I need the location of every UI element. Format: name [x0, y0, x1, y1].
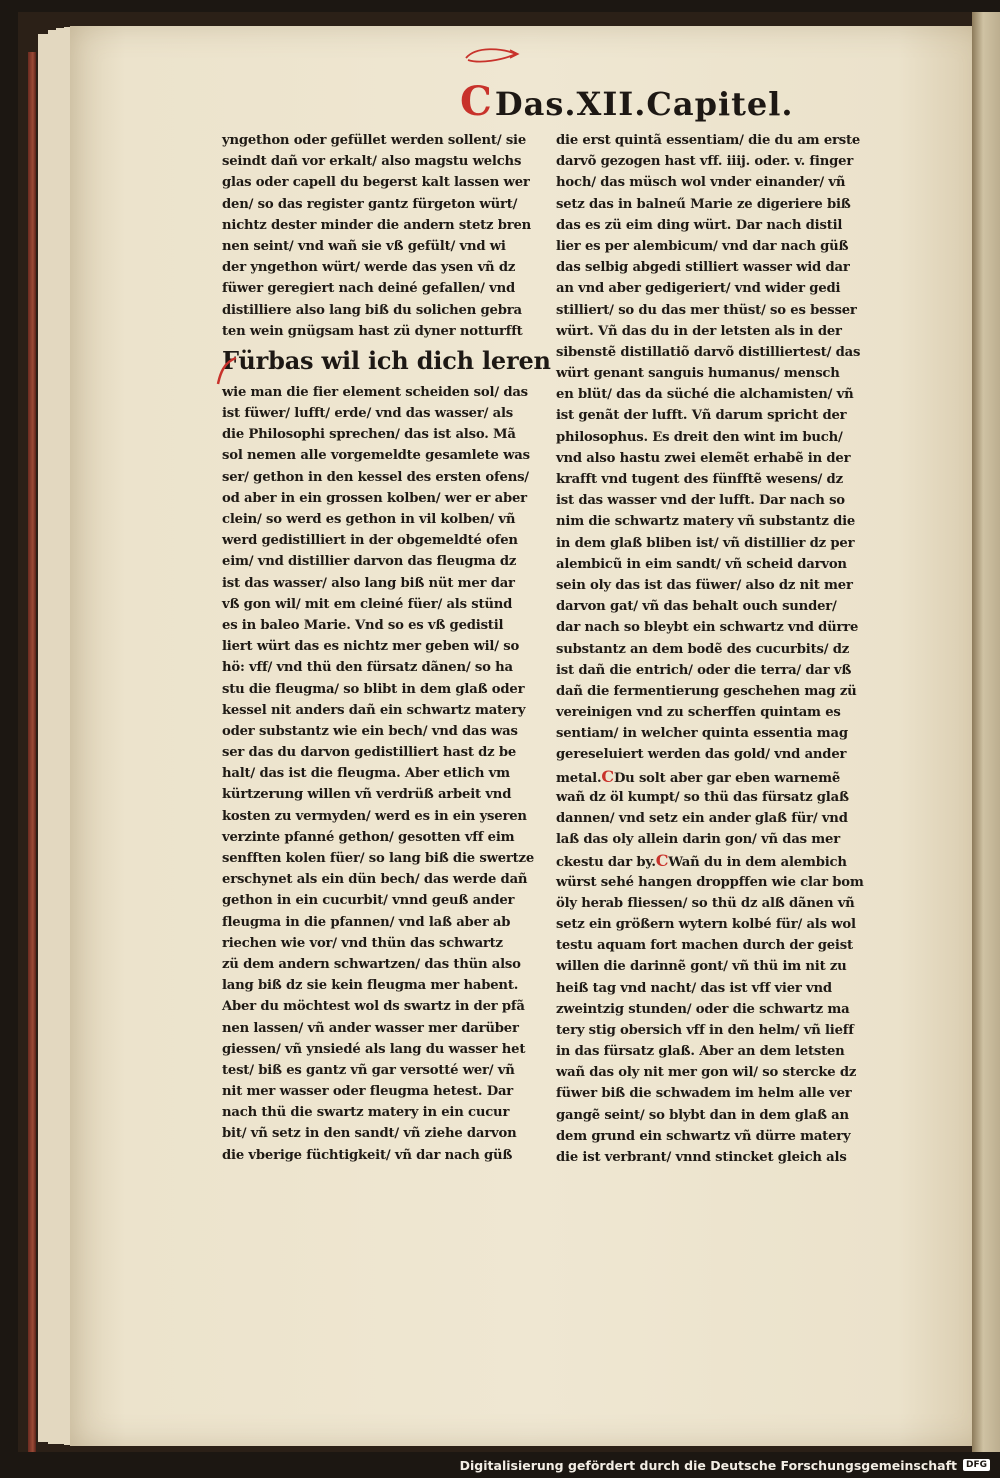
text-line: die erst quintã essentiam/ die du am erste — [556, 133, 861, 148]
text-line: die ist verbrant/ vnnd stincket gleich als — [556, 1150, 847, 1165]
section-heading — [222, 346, 557, 380]
text-line: das selbig abgedi stilliert wasser wid dar — [556, 260, 850, 276]
text-line: vereinigen vnd zu scherffen quintam es — [556, 705, 841, 721]
text-line: füwer geregiert nach deiné gefallen/ vnd — [222, 281, 515, 297]
text-line: sein oly das ist das füwer/ also dz nit mer — [556, 577, 853, 593]
text-line: test/ biß es gantz vñ gar versotté wer/ vñ — [222, 1062, 515, 1078]
text-line: die vberige füchtigkeit/ vñ dar nach güß — [222, 1147, 513, 1163]
text-line: verzinte pfanné gethon/ gesotten vff eim — [222, 829, 515, 845]
text-line: ten wein gnügsam hast zü dyner notturfft — [222, 323, 523, 339]
text-line: bit/ vñ setz in den sandt/ vñ ziehe darvon — [222, 1126, 517, 1142]
text-line: lang biß dz sie kein fleugma mer habent. — [222, 978, 519, 994]
text-line: würt genant sanguis humanus/ mensch — [556, 366, 840, 382]
text-line: ist das wasser/ also lang biß nüt mer dar — [222, 575, 515, 591]
text-line: liert würt das es nichtz mer geben wil/ so — [222, 639, 520, 655]
text-line: Aber du möchtest wol ds swartz in der pfã — [222, 999, 525, 1015]
text-line: fleugma in die pfannen/ vnd laß aber ab — [222, 914, 511, 930]
text-line: stu die fleugma/ so blibt in dem glaß oder — [222, 681, 525, 697]
text-line: nen seint/ vnd wañ sie vß gefült/ vnd wi — [222, 238, 506, 254]
text-line: gereseluiert werden das gold/ vnd ander — [556, 747, 847, 763]
text-line: setz ein größern wytern kolbé für/ als wol — [556, 916, 856, 932]
text-line: dañ die fermentierung geschehen mag zü — [556, 683, 857, 699]
text-fragment: ckestu dar by. — [556, 855, 656, 871]
red-initial-stroke — [214, 354, 244, 386]
text-line: den/ so das register gantz fürgeton würt/ — [222, 196, 518, 212]
text-line: ist das wasser vnd der lufft. Dar nach so — [556, 493, 845, 509]
text-line: kessel nit anders dañ ein schwartz matery — [222, 702, 526, 718]
text-line: alembicũ in eim sandt/ vñ scheid darvon — [556, 556, 847, 572]
text-fragment: Wañ du in dem alembich — [668, 855, 847, 871]
footer-bar — [0, 1452, 1000, 1478]
text-line: setz das in balneű Marie ze digeriere biß — [556, 196, 851, 212]
text-line: ser das du darvon gedistilliert hast dz be — [222, 745, 517, 761]
text-line: darvon gat/ vñ das behalt ouch sunder/ — [556, 599, 837, 615]
text-line: würt. Vñ das du in der letsten als in der — [556, 323, 842, 339]
text-line: erschynet als ein dün bech/ das werde dañ — [222, 872, 528, 888]
text-line: dannen/ vnd setz ein ander glaß für/ vnd — [556, 811, 848, 826]
text-line: zü dem andern schwartzen/ das thün also — [222, 956, 521, 972]
text-line: in dem glaß bliben ist/ vñ distillier dz per — [556, 535, 855, 551]
text-line: glas oder capell du begerst kalt lassen wer — [222, 175, 530, 191]
text-line: oder substantz wie ein bech/ vnd das was — [222, 723, 518, 739]
text-line: an vnd aber gedigeriert/ vnd wider gedi — [556, 281, 841, 297]
text-line: der yngethon würt/ werde das ysen vñ dz — [222, 260, 516, 276]
rubric-initial: C — [655, 851, 669, 871]
text-line: wañ dz öl kumpt/ so thü das fürsatz glaß — [556, 789, 849, 805]
left-text-column — [222, 130, 557, 1166]
text-line: halt/ das ist die fleugma. Aber etlich vm — [222, 766, 510, 782]
text-line: in das fürsatz glaß. Aber an dem letsten — [556, 1044, 845, 1060]
text-line: philosophus. Es dreit den wint im buch/ — [556, 429, 843, 445]
text-line: gethon in ein cucurbit/ vnnd geuß ander — [222, 893, 515, 909]
text-line: distilliere also lang biß du solichen gebra — [222, 302, 522, 318]
rubric-initial: C — [601, 766, 614, 786]
text-line: füwer biß die schwadem im helm alle ver — [556, 1086, 852, 1102]
text-line: en blüt/ das da süché die alchamisten/ vñ — [556, 387, 854, 403]
text-line: werd gedistilliert in der obgemeldté ofen — [222, 533, 518, 549]
text-line: krafft vnd tugent des fünfftẽ wesens/ dz — [556, 472, 843, 487]
text-line: das es zü eim ding würt. Dar nach distil — [556, 217, 843, 233]
text-fragment: metal. — [556, 770, 602, 786]
text-line-rubric — [556, 766, 891, 787]
text-line: tery stig obersich vff in den helm/ vñ lieff — [556, 1022, 854, 1038]
text-line: zweintzig stunden/ oder die schwartz ma — [556, 1001, 850, 1017]
text-line: heiß tag vnd nacht/ das ist vff vier vnd — [556, 980, 832, 996]
right-text-column — [556, 130, 891, 1168]
text-line: sol nemen alle vorgemeldte gesamlete was — [222, 448, 530, 464]
text-line: dar nach so bleybt ein schwartz vnd dürre — [556, 620, 859, 636]
text-line: lier es per alembicum/ vnd dar nach güß — [556, 238, 849, 254]
text-line: eim/ vnd distillier darvon das fleugma dz — [222, 554, 517, 570]
text-line: stilliert/ so du das mer thüst/ so es besser — [556, 302, 857, 318]
text-line: würst sehé hangen droppffen wie clar bom — [556, 874, 864, 890]
text-line: nim die schwartz matery vñ substantz die — [556, 514, 856, 530]
text-line: öly herab fliessen/ so thü dz alß dãnen vñ — [556, 895, 855, 911]
text-line: laß das oly allein darin gon/ vñ das mer — [556, 832, 840, 848]
chapter-heading — [460, 78, 794, 125]
text-line: nichtz dester minder die andern stetz bren — [222, 217, 532, 233]
rubric-initial: C — [460, 78, 493, 125]
text-line: riechen wie vor/ vnd thün das schwartz — [222, 935, 503, 951]
text-line: giessen/ vñ ynsiedé als lang du wasser het — [222, 1041, 526, 1057]
text-line: wañ das oly nit mer gon wil/ so stercke dz — [556, 1065, 857, 1081]
text-line: clein/ so werd es gethon in vil kolben/ vñ — [222, 512, 516, 527]
text-line: ist füwer/ lufft/ erde/ vnd das wasser/ als — [222, 406, 513, 422]
text-line: nit mer wasser oder fleugma hetest. Dar — [222, 1084, 514, 1100]
chapter-title: Das.XII.Capitel. — [494, 85, 794, 123]
text-line: hoch/ das müsch wol vnder einander/ vñ — [556, 175, 846, 191]
text-line: ist dañ die entrich/ oder die terra/ dar vß — [556, 662, 852, 678]
text-line: ist genãt der lufft. Vñ darum spricht der — [556, 408, 847, 424]
text-line: yngethon oder gefüllet werden sollent/ sie — [222, 133, 527, 148]
text-line: es in baleo Marie. Vnd so es vß gedistil — [222, 617, 504, 633]
text-line: sibenstẽ distillatiõ darvõ distilliertest/ das — [556, 344, 861, 360]
text-line: nen lassen/ vñ ander wasser mer darüber — [222, 1020, 519, 1036]
footer-credit: Digitalisierung gefördert durch die Deutsche Forschungsgemeinschaft — [459, 1457, 957, 1473]
text-line: gangẽ seint/ so blybt dan in dem glaß an — [556, 1107, 849, 1123]
text-line: kürtzerung willen vñ verdrüß arbeit vnd — [222, 787, 512, 803]
text-line: substantz an dem bodẽ des cucurbits/ dz — [556, 641, 850, 657]
text-line: wie man die fier element scheiden sol/ das — [222, 384, 528, 400]
text-fragment: Du solt aber gar eben warnemẽ — [613, 770, 841, 786]
text-line: seindt dañ vor erkalt/ also magstu welchs — [222, 154, 522, 170]
text-line-rubric — [556, 850, 891, 871]
section-heading-text: Fürbas wil ich dich leren — [222, 345, 551, 375]
facing-page-edge — [972, 12, 1000, 1452]
red-marginal-flourish — [462, 44, 522, 70]
book-edge-binding — [28, 52, 36, 1452]
text-line: darvõ gezogen hast vff. iiij. oder. v. finger — [556, 154, 854, 170]
text-line: kosten zu vermyden/ werd es in ein yseren — [222, 808, 527, 824]
text-line: testu aquam fort machen durch der geist — [556, 938, 853, 954]
text-line: ser/ gethon in den kessel des ersten ofens/ — [222, 469, 529, 485]
text-line: die Philosophi sprechen/ das ist also. Mã — [222, 427, 516, 443]
dfg-logo: DFG — [963, 1459, 990, 1471]
text-line: nach thü die swartz matery in ein cucur — [222, 1105, 510, 1121]
text-line: vß gon wil/ mit em cleiné füer/ als stünd — [222, 596, 513, 612]
text-line: sentiam/ in welcher quinta essentia mag — [556, 726, 848, 742]
text-line: vnd also hastu zwei elemẽt erhabẽ in der — [556, 450, 851, 466]
text-line: od aber in ein grossen kolben/ wer er aber — [222, 490, 527, 506]
text-line: senfften kolen füer/ so lang biß die swertze — [222, 851, 535, 866]
text-line: dem grund ein schwartz vñ dürre matery — [556, 1128, 851, 1144]
text-line: hö: vff/ vnd thü den fürsatz dãnen/ so ha — [222, 660, 513, 676]
text-line: willen die darinnẽ gont/ vñ thü im nit zu — [556, 959, 847, 975]
